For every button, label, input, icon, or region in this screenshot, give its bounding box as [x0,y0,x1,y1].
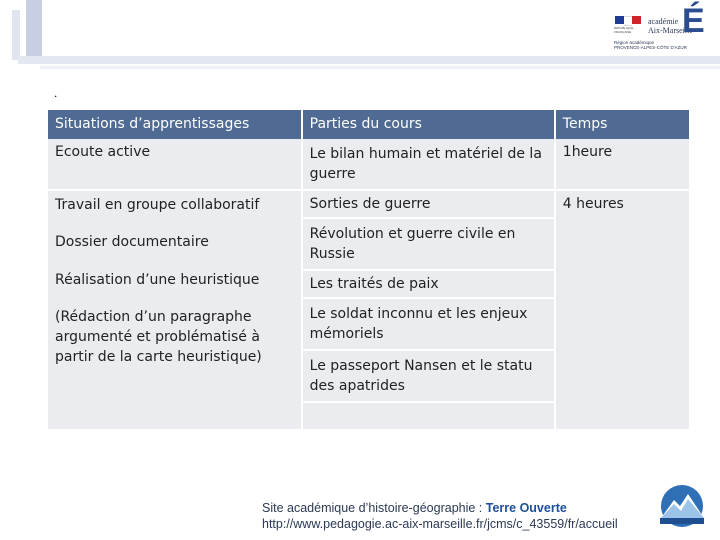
decorative-rule [18,56,720,64]
situation-text: (Rédaction d’un paragraphe argumenté et problématisé à partir de la carte heuristique) [55,309,262,365]
table-cell [301,271,554,299]
table-cell [301,403,554,429]
logo-region [614,40,687,50]
header-parties-label: Parties du cours [309,116,422,132]
footer-brand-link[interactable]: Terre Ouverte [485,501,567,515]
table-cell [301,351,554,403]
course-table [48,110,689,429]
partie-text [303,403,554,413]
table-cell [48,139,301,191]
decorative-bar [12,10,20,60]
stray-dot: . [54,86,58,100]
mountain-logo-icon [654,484,710,528]
logo-letter: É [682,2,705,40]
header-parties [301,110,554,139]
header-situations-label: Situations d’apprentissages [55,116,250,132]
header-temps-label: Temps [562,116,608,132]
partie-text: Le passeport Nansen et le statu des apatrides [309,358,533,394]
situation-text: Travail en groupe collaboratif [55,197,260,213]
table-header-row [48,110,689,139]
situation-text: Ecoute active [55,144,151,160]
header-temps [554,110,689,139]
table-cell [554,139,689,191]
partie-text: Sorties de guerre [309,196,431,212]
table-cell [301,191,554,219]
partie-text: Révolution et guerre civile en Russie [309,226,516,262]
academy-logo [612,4,712,52]
table-cell [301,139,554,191]
logo-region-line2: PROVENCE-ALPES-CÔTE D'AZUR [614,45,687,50]
partie-text: Le soldat inconnu et les enjeux mémoriels [309,306,528,342]
table-cell [554,191,689,429]
logo-academie-line2: Aix-Marseille [648,26,693,35]
table-cell [301,299,554,351]
flag-icon [615,16,641,24]
partie-text: Les traités de paix [309,276,439,292]
footer-url-link[interactable]: http://www.pedagogie.ac-aix-marseille.fr/jcms/c_43559/fr/accueil [262,517,618,531]
decorative-rule [40,66,720,69]
logo-academie-line1: académie [648,17,679,26]
partie-text: Le bilan humain et matériel de la guerre [309,146,542,182]
footer-line1 [262,500,618,516]
table-row [48,191,689,219]
situation-text: Dossier documentaire [55,234,209,250]
situation-text: Réalisation d’une heuristique [55,272,260,288]
logo-rf-text: RÉPUBLIQUE FRANÇAISE [614,26,634,34]
table-row [48,139,689,191]
header-situations [48,110,301,139]
table-cell [301,219,554,271]
temps-text: 4 heures [562,196,624,212]
temps-text: 1heure [562,144,613,160]
decorative-bar [26,0,42,60]
table-cell [48,191,301,429]
footer [262,500,618,532]
footer-prefix: Site académique d’histoire-géographie : [262,501,486,515]
logo-region-line1: Région académique [614,40,655,45]
